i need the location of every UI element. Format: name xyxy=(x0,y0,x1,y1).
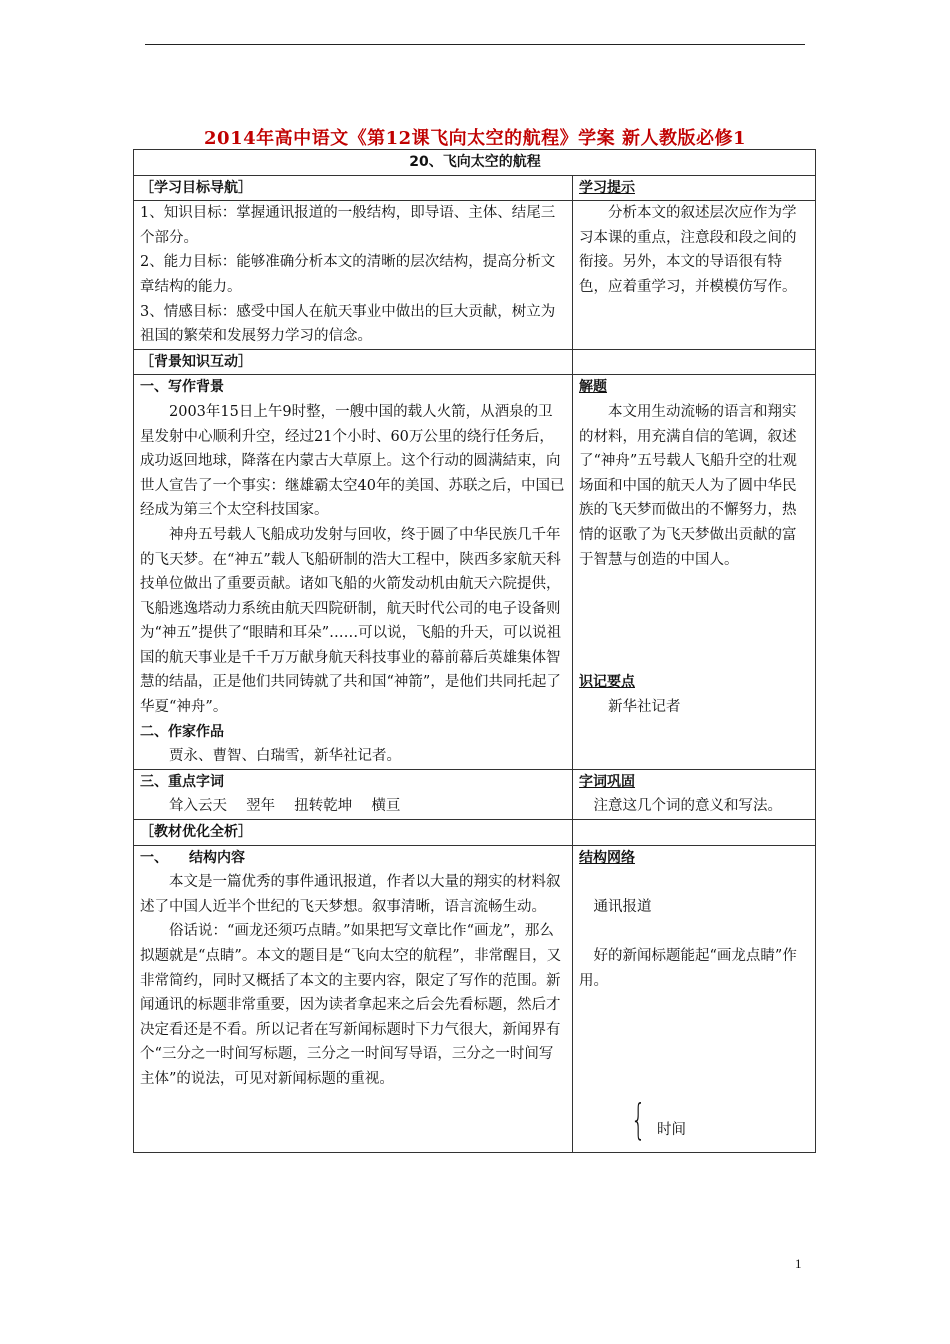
background-heading-row xyxy=(134,349,816,375)
goal-knowledge: 1、知识目标：掌握通讯报道的一般结构，即导语、主体、结尾三个部分。 xyxy=(140,205,556,246)
background-paragraph-1: 2003年15日上午9时整，一艘中国的载人火箭，从酒泉的卫星发射中心顺利升空，经过21个小时、60万公里的绕行任务后，成功返回地球，降落在内蒙古大草原上。这个行动的圆满結束，向世人宣告了一个事实：继雄霸太空40年的美国、苏联之后，中国已经成为第三个太空科技国家。 xyxy=(140,403,565,519)
structure-brace-group xyxy=(579,1092,810,1152)
words-review-text: 注意这几个词的意义和写法。 xyxy=(593,798,782,815)
study-tips-cell xyxy=(573,201,816,350)
key-words-heading: 三、重点字词 xyxy=(140,773,224,790)
words-row xyxy=(134,769,816,819)
brace-icon: { xyxy=(631,1094,646,1144)
authors-text: 贾永、曹智、白瑞雪，新华社记者。 xyxy=(169,748,401,765)
structure-item-headline: 好的新闻标题能起“画龙点睛”作用。 xyxy=(579,948,797,989)
background-heading: ［背景知识互动］ xyxy=(134,349,573,375)
background-side-cell xyxy=(573,375,816,770)
analysis-side-cell xyxy=(573,845,816,1152)
analysis-row xyxy=(134,845,816,1152)
background-row xyxy=(134,375,816,770)
words-side-cell xyxy=(573,769,816,819)
key-points-heading: 识记要点 xyxy=(579,674,635,691)
structure-network-heading: 结构网络 xyxy=(579,849,635,866)
lesson-table xyxy=(133,149,816,1153)
structure-content-heading: 一、 结构内容 xyxy=(140,849,245,866)
analysis-paragraph-1: 本文是一篇优秀的事件通讯报道，作者以大量的翔实的材料叙述了中国人近半个世纪的飞天梦想。叙事清晰，语言流畅生动。 xyxy=(140,874,561,915)
writing-background-heading: 一、写作背景 xyxy=(140,379,224,396)
analysis-heading: ［教材优化全析］ xyxy=(134,820,573,846)
structure-item-time: 时间 xyxy=(657,1121,686,1138)
study-tips-heading: 学习提示 xyxy=(573,175,816,201)
background-cell xyxy=(134,375,573,770)
structure-item-report: 通讯报道 xyxy=(593,898,652,915)
title-explanation-text: 本文用生动流畅的语言和翔实的材料，用充满自信的笔调，叙述了“神舟”五号载人飞船升空的壮观场面和中国的航天人为了圆中华民族的飞天梦而做出的不懈努力，热情的讴歌了为飞天梦做出贡献的富于智慧与创造的中国人。 xyxy=(579,403,797,568)
page-number: 1 xyxy=(795,1256,802,1271)
goals-cell xyxy=(134,201,573,350)
goal-ability: 2、能力目标：能够准确分析本文的清晰的层次结构，提高分析文章结构的能力。 xyxy=(140,254,556,295)
analysis-paragraph-2: 俗话说：“画龙还须巧点睛。”如果把写文章比作“画龙”，那么拟题就是“点睛”。本文的题目是“飞向太空的航程”，非常醒目，又非常简约，同时又概括了本文的主要内容，限定了写作的范围。新闻通讯的标题非常重要，因为读者拿起来之后会先看标题，然后才决定看还是不看。所以记者在写新闻标题时下力气很大，新闻界有个“三分之一时间写标题，三分之一时间写导语，三分之一时间写主体”的说法，可见对新闻标题的重视。 xyxy=(140,923,562,1087)
analysis-cell xyxy=(134,845,573,1152)
document-title: 2014年高中语文《第12课飞向太空的航程》学案 新人教版必修1 xyxy=(204,128,746,149)
header-rule xyxy=(145,44,805,45)
study-tips-text: 分析本文的叙述层次应作为学习本课的重点，注意段和段之间的衔接。另外，本文的导语很有特色，应着重学习，并模模仿写作。 xyxy=(579,205,797,295)
key-words-list: 耸入云天 翌年 扭转乾坤 横亘 xyxy=(169,798,401,815)
lesson-title: 20、飞向太空的航程 xyxy=(134,150,816,176)
words-cell xyxy=(134,769,573,819)
goal-emotion: 3、情感目标：感受中国人在航天事业中做出的巨大贡献，树立为祖国的繁荣和发展努力学习的信念。 xyxy=(140,303,556,345)
authors-heading: 二、作家作品 xyxy=(140,723,224,740)
goals-heading: ［学习目标导航］ xyxy=(134,175,573,201)
analysis-heading-row xyxy=(134,820,816,846)
title-explanation-heading: 解题 xyxy=(579,379,607,396)
goals-row xyxy=(134,201,816,350)
words-review-heading: 字词巩固 xyxy=(579,773,635,790)
key-points-text: 新华社记者 xyxy=(608,699,681,716)
lesson-title-row xyxy=(134,150,816,176)
goals-heading-row xyxy=(134,175,816,201)
background-paragraph-2: 神舟五号载人飞船成功发射与回收，终于圆了中华民族几千年的飞天梦。在“神五”载人飞船研制的浩大工程中，陕西多家航天科技单位做出了重要贡献。诸如飞船的火箭发动机由航天六院提供，飞船逃逸塔动力系统由航天四院研制，航天时代公司的电子设备则为“神五”提供了“眼睛和耳朵”……可以说，飞船的升天，可以说祖国的航天事业是千千万万献身航天科技事业的幕前幕后英雄集体智慧的结晶，正是他们共同铸就了共和国“神箭”，是他们共同托起了华夏“神舟”。 xyxy=(140,526,562,716)
